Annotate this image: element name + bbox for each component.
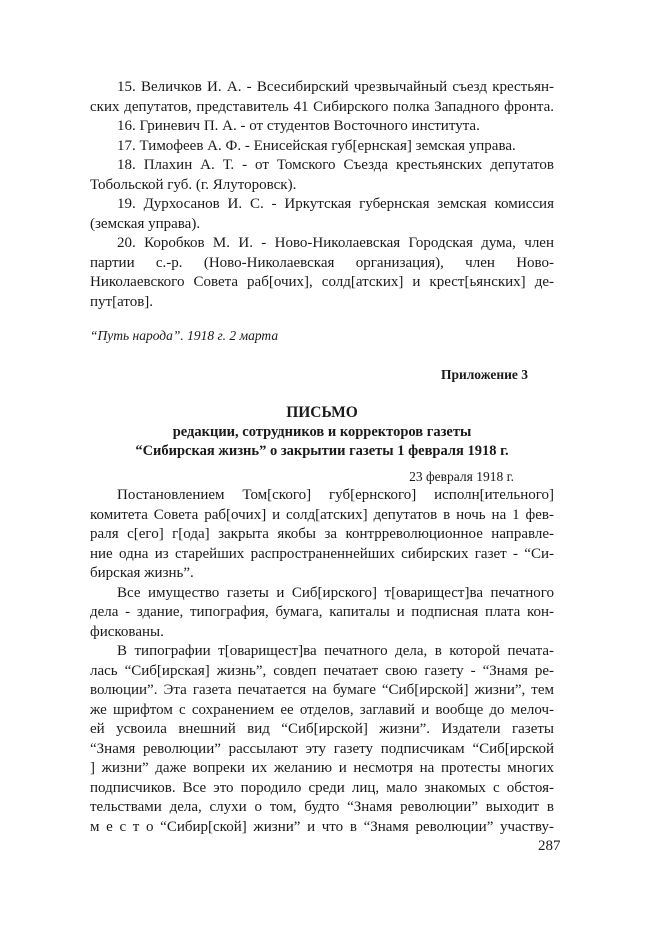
body-line: фискованы. — [90, 623, 164, 640]
list-line: Тобольской губ. (г. Ялуторовск). — [90, 176, 297, 193]
body-line: “Знамя революции” рассылают эту газету подписчикам “Сиб[ирской — [90, 740, 554, 757]
letter-subtitle: редакции, сотрудников и корректоров газеты — [172, 423, 472, 440]
list-line: 16. Гриневич П. А. - от студентов Восточного института. — [117, 118, 480, 134]
list-line: (земская управа). — [90, 215, 201, 232]
body-line: подписчиков. Все это породило среди лиц, мало знакомых с обстоя- — [90, 779, 554, 796]
letter-title: ПИСЬМО — [286, 404, 358, 421]
list-line: 17. Тимофеев А. Ф. - Енисейская губ[ернская] земская управа. — [117, 137, 516, 154]
appendix-label: Приложение 3 — [440, 366, 528, 382]
body-line: лась “Сиб[ирская] жизнь”, совдеп печатает свою газету - “Знамя ре- — [90, 662, 554, 679]
body-line: бирская жизнь”. — [90, 565, 194, 581]
list-line: партии с.-р. (Ново-Николаевская организация), член Ново- — [90, 254, 554, 271]
body-line: же шрифтом с сохранением ее отделов, заглавий и вообще до мелоч- — [90, 701, 554, 718]
body-line: раля с[его] г[ода] закрыта якобы за контрреволюционное направле- — [90, 526, 554, 542]
body-line: ние одна из старейших распространеннейших сибирских газет - “Си- — [90, 545, 554, 562]
list-line: пут[атов]. — [90, 293, 154, 310]
source-note: “Путь народа”. 1918 г. 2 марта — [90, 328, 279, 343]
list-line: ских депутатов, представитель 41 Сибирского полка Западного фронта. — [90, 98, 554, 115]
body-line: волюции”. Эта газета печатается на бумаге “Сиб[ирской] жизни”, тем — [90, 682, 554, 698]
letter-subtitle: “Сибирская жизнь” о закрытии газеты 1 февраля 1918 г. — [135, 443, 509, 459]
delegate-list — [90, 78, 554, 312]
body-line: м е с т о “Сибир[ской] жизни” и что в “Знамя революции” участву- — [90, 818, 554, 835]
body-line: ей усвоила внешний вид “Сиб[ирской] жизни”. Издатели газеты — [90, 721, 554, 737]
body-line: В типографии т[оварищест]ва печатного дела, в которой печата- — [117, 643, 554, 659]
list-line: 18. Плахин А. Т. - от Томского Съезда крестьянских депутатов — [117, 157, 554, 173]
list-line: Николаевского Совета раб[очих], солд[атских] и крест[ьянских] де- — [90, 274, 554, 290]
body-line: тельствами дела, слухи о том, будто “Знамя революции” выходит в — [90, 799, 554, 815]
letter-date: 23 февраля 1918 г. — [409, 468, 514, 484]
body-line: дела - здание, типография, бумага, капиталы и подписная плата кон- — [90, 604, 554, 620]
list-line: 19. Дурхосанов И. С. - Иркутская губернская земская комиссия — [117, 196, 554, 212]
letter-body — [90, 486, 554, 837]
body-line: Все имущество газеты и Сиб[ирского] т[оварищест]ва печатного — [117, 584, 554, 601]
body-line: ] жизни” даже вопреки их желанию и несмотря на протесты многих — [90, 760, 554, 776]
list-line: 15. Величков И. А. - Всесибирский чрезвычайный съезд крестьян- — [117, 79, 554, 95]
body-line: Постановлением Том[ского] губ[ернского] исполн[ительного] — [117, 487, 554, 503]
page-number: 287 — [538, 838, 561, 854]
page-content — [90, 78, 554, 837]
list-line: 20. Коробков М. И. - Ново-Николаевская Городская дума, член — [117, 235, 554, 251]
body-line: комитета Совета раб[очих] и солд[атских] депутатов в ночь на 1 фев- — [90, 506, 554, 523]
